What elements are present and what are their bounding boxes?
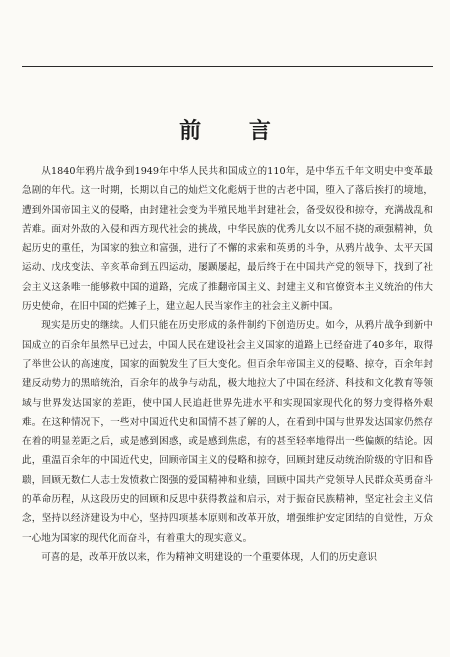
paragraph-1: 从1840年鸦片战争到1949年中华人民共和国成立的110年，是中华五千年文明史中变革最急剧的年代。这一时期，长期以自己的灿烂文化彪炳于世的古老中国，堕入了落后挨打的境地，遭到外国帝国主义的侵略，由封建社会变为半殖民地半封建社会，备受奴役和掠夺，充满战乱和苦难。面对外敌的入侵和西方现代社会的挑战，中华民族的优秀儿女以不屈不挠的顽强精神，负起历史的重任，为国家的独立和富强，进行了不懈的求索和英勇的斗争，从鸦片战争、太平天国运动、戊戌变法、辛亥革命到五四运动，屡踬屡起，最后终于在中国共产党的领导下，找到了社会主义这条唯一能够救中国的道路，完成了推翻帝国主义、封建主义和官僚资本主义统治的伟大历史使命，在旧中国的烂摊子上，建立起人民当家作主的社会主义新中国。 (22, 166, 433, 313)
paragraph-2: 现实是历史的继续。人们只能在历史形成的条件制约下创造历史。如今，从鸦片战争到新中国成立的百余年虽然早已过去，中国人民在建设社会主义国家的道路上已经奋进了40多年，取得了举世公认的高速度，国家的面貌发生了巨大变化。但百余年帝国主义的侵略、掠夺，百余年封建反动势力的黑暗统治，百余年的战争与动乱，极大地拉大了中国在经济、科技和文化教育等领域与世界发达国家的差距，使中国人民追赶世界先进水平和实现国家现代化的努力变得格外艰难。在这种情况下，一些对中国近代史和国情不甚了解的人，在看到中国与世界发达国家仍然存在着的明显差距之后，或是感到困惑，或是感到焦虑，有的甚至轻率地得出一些偏颇的结论。因此，重温百余年的中国近代史，回顾帝国主义的侵略和掠夺，回顾封建反动统治阶级的守旧和昏聩，回顾无数仁人志士发愤救亡图强的爱国精神和业绩，回顾中国共产党领导人民群众英勇奋斗的革命历程，从这段历史的回顾和反思中获得教益和启示，对于振奋民族精神，坚定社会主义信念，坚持以经济建设为中心，坚持四项基本原则和改革开放，增强维护安定团结的自觉性，万众一心地为国家的现代化而奋斗，有着重大的现实意义。 (22, 320, 433, 544)
page-title: 前 言 (179, 118, 291, 144)
body-text (22, 162, 433, 567)
paragraph-3: 可喜的是，改革开放以来，作为精神文明建设的一个重要体现，人们的历史意识 (41, 551, 377, 563)
header-rule (22, 66, 433, 67)
